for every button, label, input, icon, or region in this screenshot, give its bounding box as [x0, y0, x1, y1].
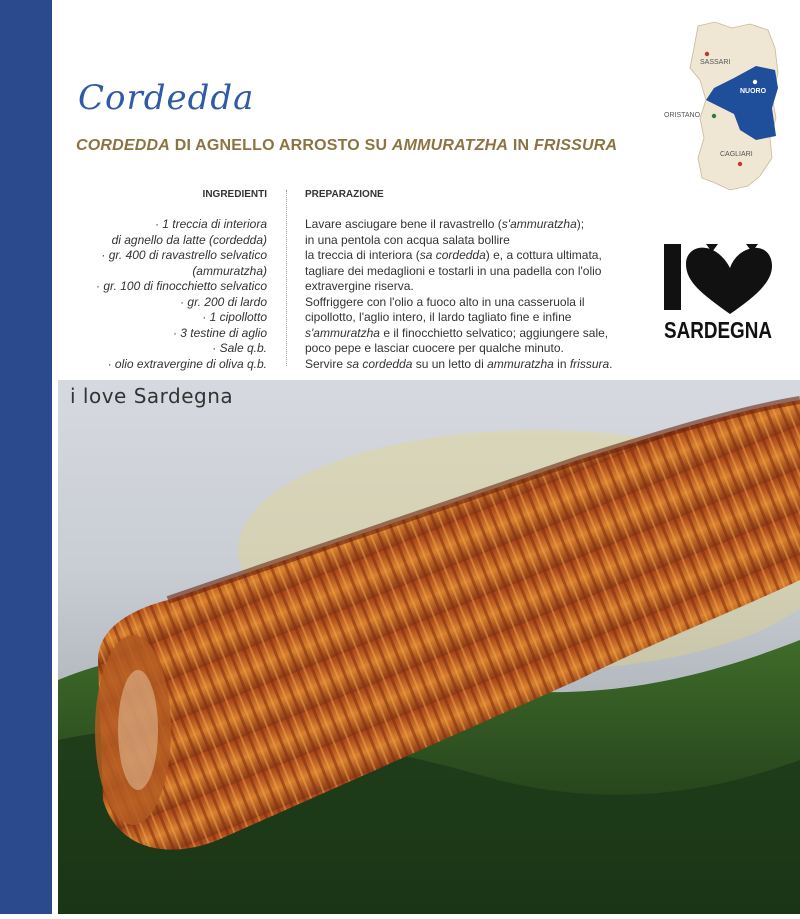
- preparation-line: la treccia di interiora (sa cordedda) e, a cottura ultimata,: [305, 248, 602, 262]
- oristano-label: ORISTANO: [664, 112, 701, 119]
- heart-logo-graphic: [662, 242, 774, 342]
- preparation-line: extravergine riserva.: [305, 279, 414, 293]
- ingredient-line: · Sale q.b.: [212, 341, 267, 355]
- cagliari-dot: [738, 162, 742, 166]
- ingredient-line: di agnello da latte (cordedda): [111, 232, 267, 247]
- preparation-text: [305, 217, 635, 372]
- ingredient-line: · olio extravergine di oliva q.b.: [107, 356, 267, 371]
- ingredient-line: · gr. 200 di lardo: [180, 294, 267, 309]
- ingredient-line: · gr. 100 di finocchietto selvatico: [96, 279, 267, 293]
- preparation-line: poco pepe e lasciar cuocere per qualche minuto.: [305, 341, 564, 355]
- recipe-subtitle: CORDEDDA DI AGNELLO ARROSTO SU AMMURATZHA IN FRISSURA: [76, 137, 618, 154]
- ingredients-list: [60, 217, 267, 372]
- nuoro-dot: [753, 80, 757, 84]
- sardinia-map: [660, 18, 790, 193]
- preparation-line: Soffriggere con l'olio a fuoco alto in una casseruola il: [305, 294, 585, 309]
- sassari-dot: [705, 52, 709, 56]
- ingredient-line: (ammuratzha): [192, 263, 267, 278]
- ingredient-line: · 1 treccia di interiora: [154, 217, 267, 231]
- ingredient-line: · gr. 400 di ravastrello selvatico: [101, 248, 267, 262]
- preparation-line: in una pentola con acqua salata bollire: [305, 232, 510, 247]
- preparation-line: Servire sa cordedda su un letto di ammuratzha in frissura.: [305, 356, 613, 371]
- preparation-line: Lavare asciugare bene il ravastrello (s'ammuratzha);: [305, 217, 585, 231]
- preparation-line: cipollotto, l'aglio intero, il lardo tagliato fine e infine: [305, 310, 572, 324]
- i-love-sardegna-logo: [662, 242, 774, 342]
- ingredient-line: · 3 testine di aglio: [172, 325, 267, 340]
- food-photo: [58, 380, 800, 914]
- ingredients-heading: INGREDIENTI: [202, 189, 267, 200]
- nuoro-label: NUORO: [740, 88, 767, 95]
- column-divider: [286, 190, 288, 366]
- left-blue-bar: [0, 0, 52, 914]
- sassari-label: SASSARI: [700, 59, 731, 66]
- preparation-line: tagliare dei medaglioni e tostarli in una padella con l'olio: [305, 263, 602, 278]
- logo-word: SARDEGNA: [664, 317, 772, 343]
- logo-letter-i: [664, 244, 681, 310]
- sardinia-map-shape: [660, 18, 790, 193]
- heart-icon: [686, 248, 772, 314]
- photo-caption: i love Sardegna: [70, 384, 234, 408]
- page-title: Cordedda: [78, 78, 255, 118]
- preparation-heading: PREPARAZIONE: [305, 189, 384, 200]
- preparation-line: s'ammuratzha e il finocchietto selvatico; aggiungere sale,: [305, 325, 609, 340]
- food-photo-illustration: [58, 380, 800, 914]
- roll-end-core: [118, 670, 158, 790]
- cagliari-label: CAGLIARI: [720, 151, 753, 158]
- ingredient-line: · 1 cipollotto: [202, 310, 267, 324]
- oristano-dot: [712, 114, 716, 118]
